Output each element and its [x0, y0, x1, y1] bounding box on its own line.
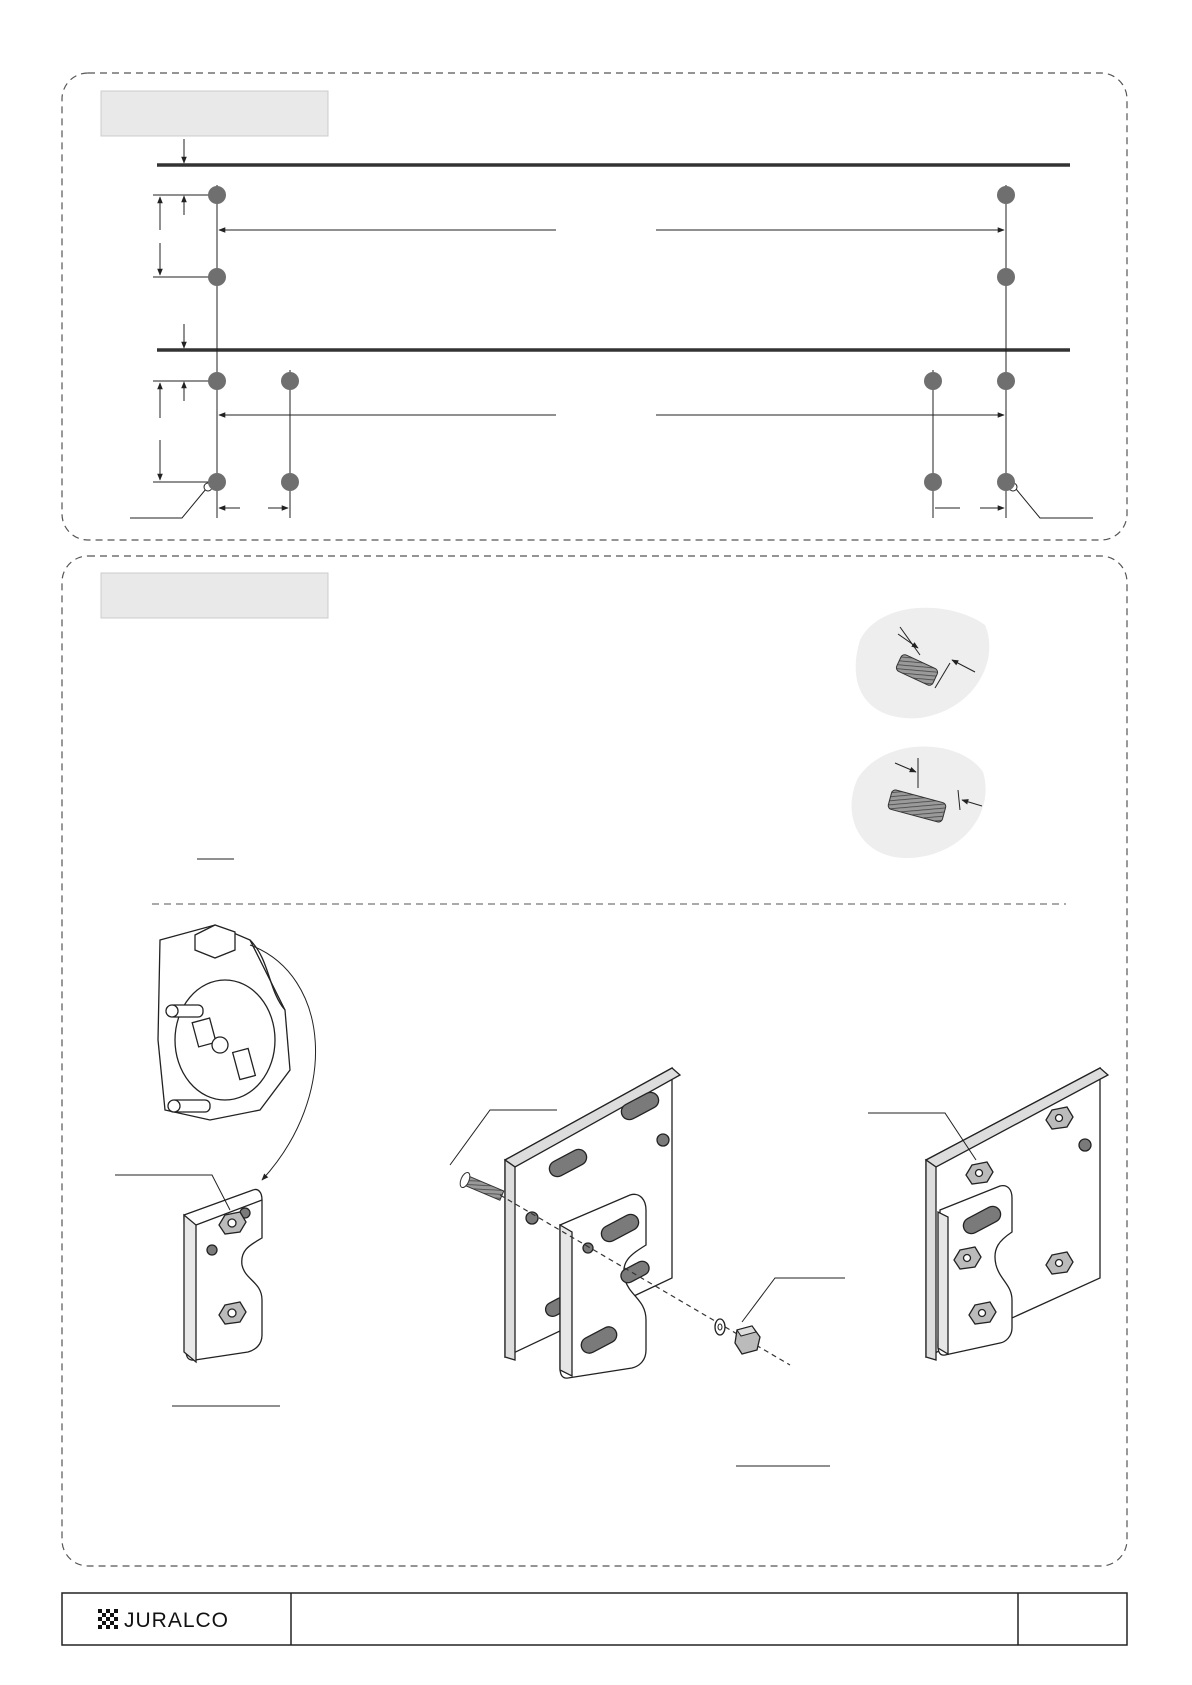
- section2-assembly: [62, 556, 1127, 1566]
- hole: [208, 186, 226, 204]
- juralco-logo-icon: [98, 1609, 118, 1629]
- section1-heading-box: [101, 91, 328, 136]
- fixture-housing: [158, 925, 290, 1120]
- hole: [281, 473, 299, 491]
- hole: [997, 473, 1015, 491]
- section1-frame: [62, 73, 1127, 540]
- hole: [997, 372, 1015, 390]
- hole: [208, 268, 226, 286]
- hole: [924, 372, 942, 390]
- mounting-holes: [208, 186, 1015, 491]
- hole: [208, 372, 226, 390]
- section1-hole-layout: [62, 73, 1127, 540]
- hole: [997, 186, 1015, 204]
- hole: [208, 473, 226, 491]
- threaded-stud-icon: [851, 746, 985, 858]
- section2-heading-box: [101, 573, 328, 618]
- hole: [997, 268, 1015, 286]
- nut-icon: [735, 1326, 760, 1354]
- footer-title-block: [62, 1593, 1127, 1645]
- washer-icon: [715, 1319, 725, 1335]
- assembled-plates: [926, 1068, 1108, 1360]
- bolt-icon: [458, 1171, 505, 1203]
- hole: [924, 473, 942, 491]
- logo-text: JURALCO: [124, 1609, 230, 1632]
- hole: [281, 372, 299, 390]
- bracket-plate: [184, 1189, 262, 1362]
- threaded-stud-icon: [856, 608, 990, 719]
